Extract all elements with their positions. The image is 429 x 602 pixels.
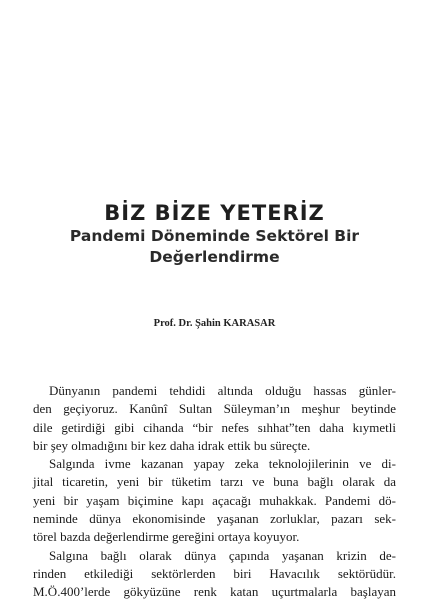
paragraph-line: törel bazda değerlendirme gereğini ortaya koyuyor. xyxy=(33,529,300,545)
page-subtitle-line-2: Değerlendirme xyxy=(149,248,280,266)
paragraph-line: Salgına bağlı olarak dünya çapında yaşanan krizin de- xyxy=(49,547,396,563)
body-text xyxy=(33,382,396,602)
paragraph-line: M.Ö.400’lerde gökyüzüne renk katan uçurtmalarla başlayan xyxy=(33,584,396,600)
paragraph-line: Salgında ivme kazanan yapay zeka teknolojilerinin ve di- xyxy=(49,456,396,472)
paragraph-line: rinden etkilediği sektörlerden biri Havacılık sektörüdür. xyxy=(33,565,396,581)
paragraph-line: den geçiyoruz. Kanûnî Sultan Süleyman’ın meşhur beytinde xyxy=(33,401,396,417)
page-subtitle-line-1: Pandemi Döneminde Sektörel Bir xyxy=(69,227,360,245)
paragraph-1 xyxy=(33,382,396,455)
paragraph-line: yeni bir yaşam biçimine kapı açacağı muhakkak. Pandemi dö- xyxy=(33,492,396,508)
paragraph-3 xyxy=(33,547,396,602)
title-block xyxy=(30,200,399,268)
paragraph-line: neminde dünya ekonomisinde yaşanan zorluklar, pazarı sek- xyxy=(33,511,396,527)
paragraph-line: bir şey olmadığını bir kez daha idrak ettik bu süreçte. xyxy=(33,437,311,453)
paragraph-line: Dünyanın pandemi tehdidi altında olduğu hassas günler- xyxy=(49,383,396,398)
paragraph-2 xyxy=(33,455,396,546)
paragraph-line: jital ticaretin, yeni bir tüketim tarzı ve buna bağlı olarak da xyxy=(33,474,396,490)
page-title: BİZ BİZE YETERİZ xyxy=(104,201,325,225)
paragraph-line: dile getirdiği gibi cihanda “bir nefes sıhhat”ten daha kıymetli xyxy=(33,419,396,435)
author-name: Prof. Dr. Şahin KARASAR xyxy=(153,318,276,329)
